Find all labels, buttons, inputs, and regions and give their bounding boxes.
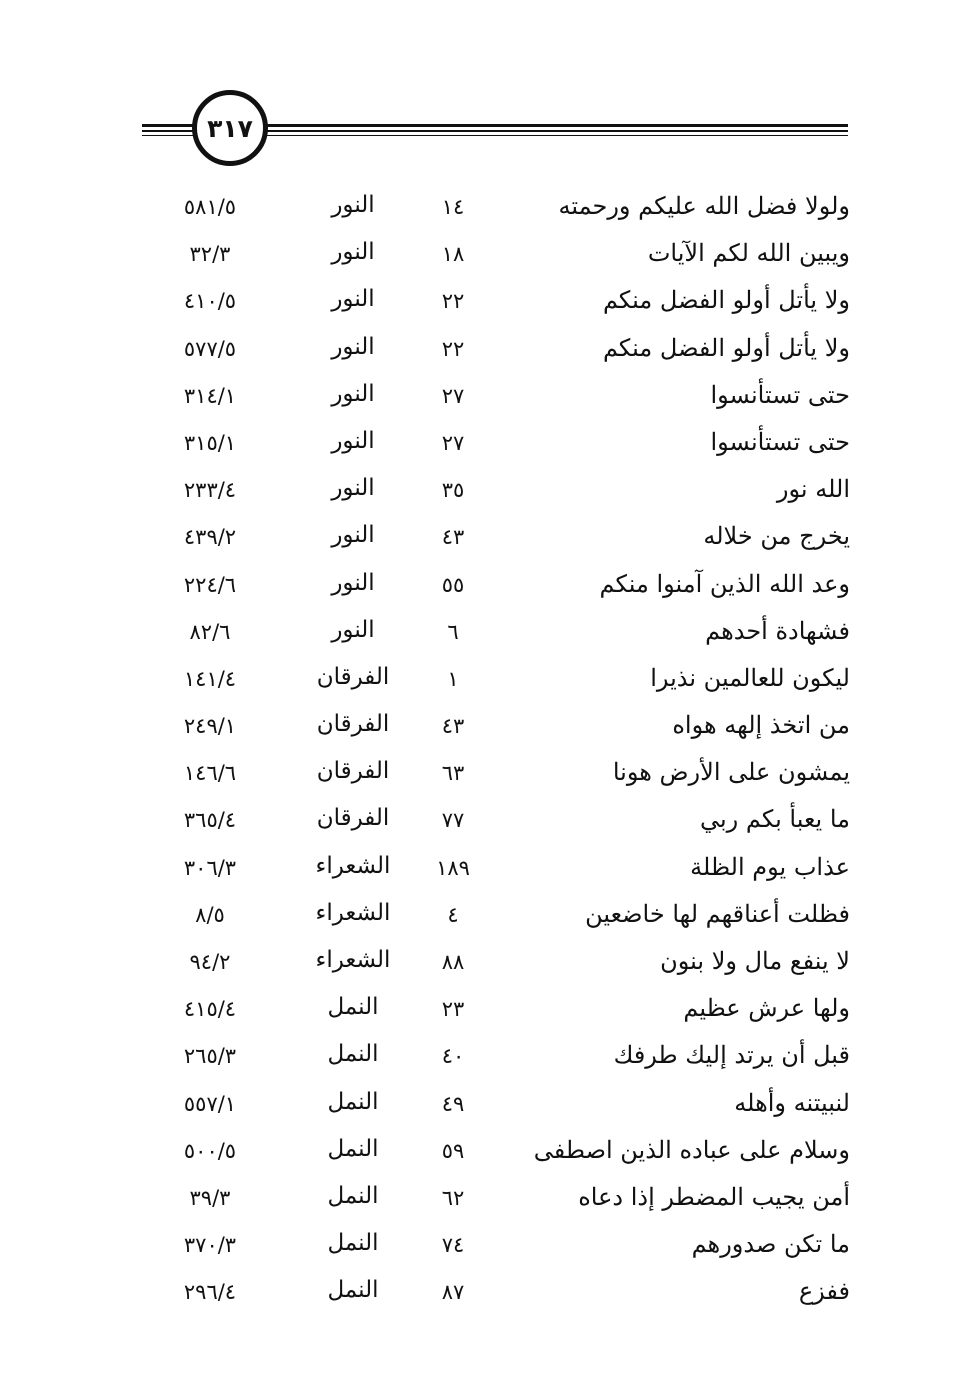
surah-name: الفرقان [316, 711, 390, 738]
ayah-number: ٨٧ [441, 1280, 465, 1305]
ayah-number: ١٨ [441, 242, 465, 267]
surah-name: الشعراء [315, 852, 391, 879]
surah-name: النمل [327, 1230, 379, 1257]
verse-phrase: فظلت أعناقهم لها خاضعين [585, 899, 850, 928]
volume-page-reference: ٥٠٠/٥ [183, 1138, 237, 1163]
table-row [150, 516, 850, 563]
table-row [150, 564, 850, 611]
volume-page-reference: ٤١٥/٤ [183, 997, 237, 1022]
volume-page-reference: ٣٢/٣ [189, 242, 231, 267]
ayah-number: ٥٥ [441, 572, 465, 597]
ayah-number: ٤٣ [441, 525, 465, 550]
table-row [150, 280, 850, 327]
table-row [150, 1130, 850, 1177]
surah-name: النور [331, 380, 375, 407]
volume-page-reference: ٣١٥/١ [183, 430, 237, 455]
verse-phrase: يخرج من خلاله [703, 522, 850, 551]
ayah-number: ٦ [447, 619, 459, 644]
surah-name: النمل [327, 1277, 379, 1304]
surah-name: النمل [327, 1135, 379, 1162]
table-row [150, 988, 850, 1035]
table-row [150, 799, 850, 846]
verse-phrase: عذاب يوم الظلة [690, 852, 850, 881]
surah-name: النور [331, 427, 375, 454]
surah-name: النمل [327, 1182, 379, 1209]
volume-page-reference: ٢٦٥/٣ [183, 1044, 237, 1069]
surah-name: الشعراء [315, 899, 391, 926]
volume-page-reference: ٢٢٤/٦ [183, 572, 237, 597]
ayah-number: ٤ [447, 902, 459, 927]
verse-phrase: ويبين الله لكم الآيات [647, 239, 850, 268]
table-row [150, 469, 850, 516]
verse-phrase: ولولا فضل الله عليكم ورحمته [558, 192, 850, 220]
ayah-number: ٢٣ [441, 997, 465, 1022]
volume-page-reference: ٩٤/٢ [189, 950, 231, 974]
surah-name: النور [331, 616, 375, 643]
surah-name: النمل [327, 1088, 379, 1115]
verse-phrase: ولا يأتل أولو الفضل منكم [602, 286, 850, 315]
ayah-number: ٦٢ [441, 1185, 465, 1210]
verse-phrase: الله نور [776, 475, 850, 504]
volume-page-reference: ٢٩٦/٤ [183, 1280, 237, 1305]
volume-page-reference: ٢٤٩/١ [183, 714, 237, 739]
verse-phrase: ما تكن صدورهم [691, 1230, 850, 1259]
ayah-number: ٤٣ [441, 714, 465, 739]
ayah-number: ٤٩ [441, 1091, 465, 1116]
table-row [150, 705, 850, 752]
surah-name: النمل [327, 1041, 379, 1068]
volume-page-reference: ٣٧٠/٣ [183, 1233, 237, 1258]
volume-page-reference: ٥٧٧/٥ [183, 336, 237, 361]
table-row [150, 752, 850, 799]
surah-name: النور [331, 333, 375, 360]
surah-name: الفرقان [316, 805, 390, 832]
verse-phrase: وسلام على عباده الذين اصطفى [533, 1135, 850, 1164]
verse-phrase: ولها عرش عظيم [683, 994, 850, 1023]
surah-name: النمل [327, 994, 379, 1021]
ayah-number: ٢٧ [441, 430, 465, 455]
table-row [150, 186, 850, 233]
surah-name: النور [331, 475, 375, 502]
surah-name: النور [331, 286, 375, 313]
volume-page-reference: ٢٣٣/٤ [183, 478, 237, 503]
table-row [150, 1271, 850, 1318]
table-row [150, 847, 850, 894]
table-row [150, 894, 850, 941]
surah-name: الفرقان [316, 758, 390, 785]
volume-page-reference: ١٤٦/٦ [183, 761, 237, 786]
verse-phrase: ولا يأتل أولو الفضل منكم [602, 333, 850, 362]
ayah-number: ٢٢ [441, 289, 465, 314]
ayah-number: ١٤ [441, 195, 465, 219]
surah-name: الشعراء [315, 947, 391, 973]
verse-phrase: ما يعبأ بكم ربي [699, 805, 850, 834]
verse-phrase: وعد الله الذين آمنوا منكم [599, 569, 850, 598]
verse-phrase: لنبيتنه وأهله [734, 1088, 850, 1117]
volume-page-reference: ٣٦٥/٤ [183, 808, 237, 833]
ayah-number: ٧٧ [441, 808, 465, 833]
page-header [0, 0, 953, 200]
volume-page-reference: ٤١٠/٥ [183, 289, 237, 314]
volume-page-reference: ٣١٤/١ [183, 383, 237, 408]
table-row [150, 1083, 850, 1130]
ayah-number: ١٨٩ [436, 855, 470, 880]
surah-name: النور [331, 569, 375, 596]
verse-phrase: فشهادة أحدهم [705, 616, 850, 645]
table-row [150, 1177, 850, 1224]
volume-page-reference: ٥٨١/٥ [183, 195, 237, 219]
table-row [150, 1035, 850, 1082]
surah-name: النور [331, 522, 375, 549]
volume-page-reference: ٣٩/٣ [189, 1185, 231, 1210]
ayah-number: ٢٢ [441, 336, 465, 361]
table-row [150, 375, 850, 422]
ayah-number: ٣٥ [441, 478, 465, 503]
ayah-number: ٤٠ [441, 1044, 465, 1069]
surah-name: الفرقان [316, 663, 390, 690]
volume-page-reference: ٥٥٧/١ [183, 1091, 237, 1116]
verse-phrase: حتى تستأنسوا [710, 427, 850, 456]
table-row [150, 658, 850, 705]
ayah-number: ١ [447, 666, 459, 691]
volume-page-reference: ٨/٥ [195, 902, 225, 927]
surah-name: النور [331, 239, 375, 266]
verse-phrase: أمن يجيب المضطر إذا دعاه [578, 1182, 850, 1211]
ayah-number: ٢٧ [441, 383, 465, 408]
page-number: ٣١٧ [207, 113, 253, 143]
table-row [150, 328, 850, 375]
ayah-number: ٧٤ [441, 1233, 465, 1258]
verse-phrase: من اتخذ إلهه هواه [672, 711, 850, 740]
verse-phrase: ففزع [798, 1277, 850, 1306]
volume-page-reference: ١٤١/٤ [183, 666, 237, 691]
table-row [150, 1224, 850, 1271]
verse-phrase: ليكون للعالمين نذيرا [650, 663, 850, 692]
verse-index-table [150, 186, 850, 1319]
table-row [150, 422, 850, 469]
ayah-number: ٨٨ [441, 950, 465, 974]
verse-phrase: يمشون على الأرض هونا [612, 758, 850, 787]
volume-page-reference: ٣٠٦/٣ [183, 855, 237, 880]
table-row [150, 233, 850, 280]
verse-phrase: قبل أن يرتد إليك طرفك [613, 1041, 850, 1070]
table-row [150, 611, 850, 658]
volume-page-reference: ٨٢/٦ [189, 619, 231, 644]
verse-phrase: حتى تستأنسوا [710, 380, 850, 409]
ayah-number: ٥٩ [441, 1138, 465, 1163]
surah-name: النور [331, 192, 375, 218]
ayah-number: ٦٣ [441, 761, 465, 786]
table-row [150, 941, 850, 988]
page-number-circle [192, 90, 268, 166]
volume-page-reference: ٤٣٩/٢ [183, 525, 237, 550]
verse-phrase: لا ينفع مال ولا بنون [660, 947, 850, 975]
